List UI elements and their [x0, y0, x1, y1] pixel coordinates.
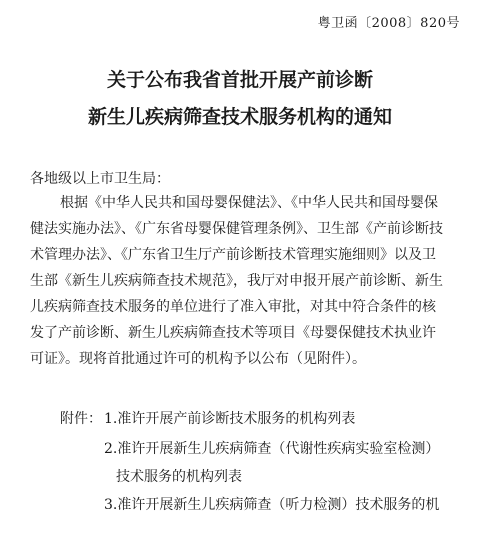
body-line-4: 生部《新生儿疾病筛查技术规范》，我厅对申报开展产前诊断、新生 — [30, 273, 443, 289]
body-line-5: 儿疾病筛查技术服务的单位进行了准入审批，对其中符合条件的核 — [30, 299, 436, 315]
body-line-7: 可证》。现将首批通过许可的机构予以公布（见附件）。 — [30, 351, 366, 367]
body-line-2: 健法实施办法》、《广东省母婴保健管理条例》、卫生部《产前诊断技 — [30, 221, 443, 237]
body-line-1: 根据《中华人民共和国母婴保健法》、《中华人民共和国母婴保 — [60, 195, 438, 211]
body-line-3: 术管理办法》、《广东省卫生厅产前诊断技术管理实施细则》以及卫 — [30, 247, 436, 263]
attachment-item-3: 3.准许开展新生儿疾病筛查（听力检测）技术服务的机 — [104, 497, 440, 513]
document-title-line-2: 新生儿疾病筛查技术服务机构的通知 — [87, 106, 392, 128]
attachment-item-1: 1.准许开展产前诊断技术服务的机构列表 — [104, 411, 356, 427]
document-title-line-1: 关于公布我省首批开展产前诊断 — [106, 69, 373, 91]
attachments-label: 附件： — [60, 411, 102, 427]
document-number: 粤卫函〔2008〕820号 — [317, 16, 460, 31]
attachment-item-2: 2.准许开展新生儿疾病筛查（代谢性疾病实验室检测） — [104, 441, 440, 457]
salutation: 各地级以上市卫生局： — [30, 171, 170, 187]
attachment-item-2-continued: 技术服务的机构列表 — [116, 469, 242, 485]
body-line-6: 发了产前诊断、新生儿疾病筛查技术等项目《母婴保健技术执业许 — [30, 325, 436, 341]
